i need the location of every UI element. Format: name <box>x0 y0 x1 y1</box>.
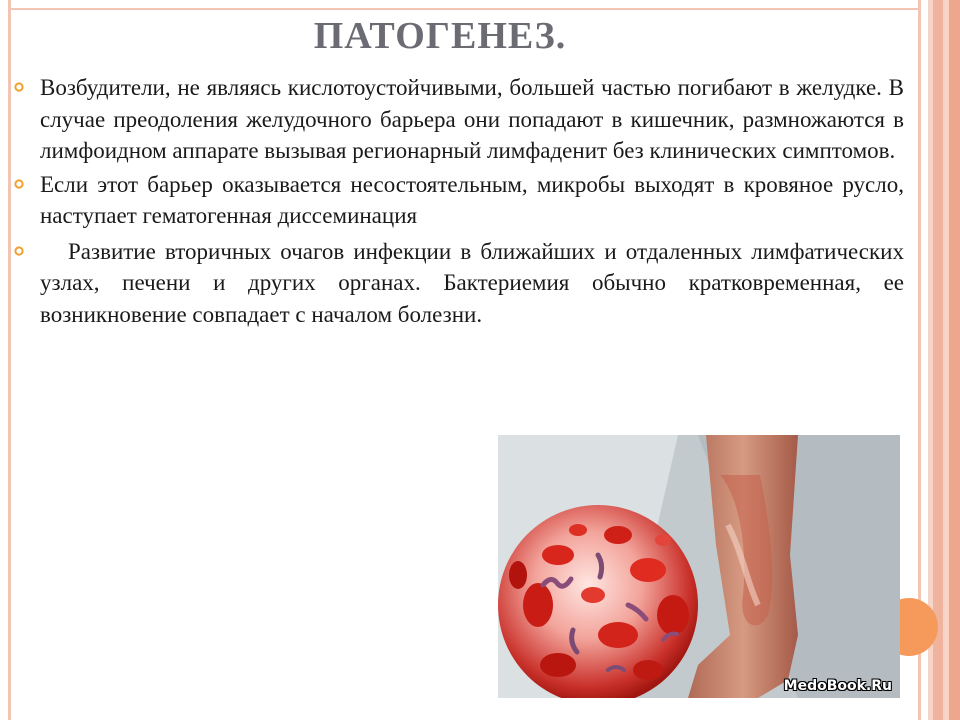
bullet-text: Если этот барьер оказывается несостоятельным, микробы выходят в кровяное русло, наступает гематогенная диссеминация <box>40 171 904 228</box>
open-circle-bullet-icon <box>14 246 24 256</box>
open-circle-bullet-icon <box>14 179 24 189</box>
bullet-text: Развитие вторичных очагов инфекции в ближайших и отдаленных лимфатических узлах, печени и других органах. Бактериемия обычно кратковременная, ее возникновение совпадает с началом болезни. <box>40 238 904 327</box>
bullet-item <box>14 169 904 232</box>
illustration-svg <box>498 435 900 698</box>
slide-content <box>14 72 904 330</box>
slide-title: ПАТОГЕНЕЗ. <box>313 15 567 57</box>
open-circle-bullet-icon <box>14 82 24 92</box>
bullet-item <box>14 236 904 331</box>
bullet-text: Возбудители, не являясь кислотоустойчивыми, большей частью погибают в желудке. В случае преодоления желудочного барьера они попадают в кишечник, размножаются в лимфоидном аппарате вызывая регионарный лимфаденит без клинических симптомов. <box>40 75 904 163</box>
frame-left-border <box>8 0 11 720</box>
watermark-text: MedoBook.Ru <box>783 678 892 694</box>
decorative-stripe <box>949 0 960 720</box>
decorative-stripe <box>933 0 943 720</box>
bullet-item <box>14 72 904 167</box>
blood-cells-and-skin-lesion-illustration <box>498 435 900 698</box>
frame-top-border <box>8 8 920 10</box>
